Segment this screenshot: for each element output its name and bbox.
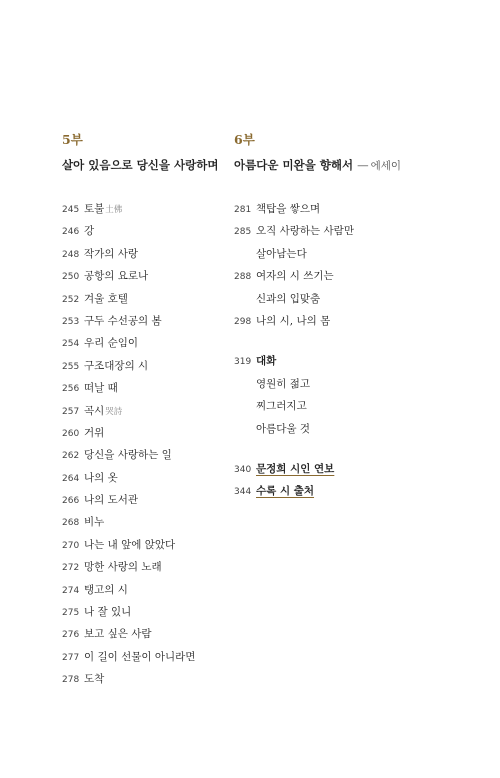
toc-entry	[62, 265, 232, 287]
entry-title: 작가의 사랑	[84, 247, 139, 260]
toc-entry	[62, 467, 232, 489]
appendix-title: 문정희 시인 연보	[256, 462, 335, 475]
toc-entry	[62, 198, 232, 220]
entry-title: 탱고의 시	[84, 583, 128, 596]
dialogue-section-title: 대화	[256, 355, 277, 368]
entry-title: 강	[84, 225, 95, 238]
page-number: 319	[234, 357, 252, 368]
toc-entry	[62, 400, 232, 422]
toc-entry	[234, 458, 464, 480]
part-6-title-line	[234, 157, 464, 173]
page-number: 276	[62, 630, 80, 641]
appendix-title: 수록 시 출처	[256, 485, 315, 498]
toc-entry-continuation	[234, 395, 464, 417]
entry-title: 구두 수선공의 봄	[84, 314, 162, 327]
toc-entry	[62, 220, 232, 242]
toc-entry-continuation	[234, 373, 464, 395]
page-number: 285	[234, 227, 252, 238]
toc-entry	[62, 579, 232, 601]
entry-title: 공항의 요로나	[84, 270, 149, 283]
toc-entry	[62, 288, 232, 310]
toc-entry	[234, 480, 464, 502]
page-number: 255	[62, 361, 80, 372]
toc-entry	[62, 444, 232, 466]
entry-title: 겨울 호텔	[84, 292, 128, 305]
toc-entry	[62, 243, 232, 265]
part-5-title: 살아 있음으로 당신을 사랑하며	[62, 158, 219, 172]
entry-title: 아름다울 것	[256, 422, 311, 435]
hanja-annotation: 土佛	[105, 205, 123, 215]
toc-entry	[62, 534, 232, 556]
page-number: 340	[234, 464, 252, 475]
page-number: 252	[62, 294, 80, 305]
entry-title: 우리 순임이	[84, 337, 139, 350]
page-number: 277	[62, 652, 80, 663]
toc-entry	[62, 601, 232, 623]
toc-entry	[234, 220, 464, 242]
entry-title: 찌그러지고	[256, 400, 307, 413]
entry-title: 이 길이 선물이 아니라면	[84, 650, 196, 663]
entry-title: 신과의 입맞춤	[256, 292, 321, 305]
entry-title: 곡시	[84, 404, 105, 417]
toc-entry-continuation	[234, 418, 464, 440]
entry-title: 나 잘 있니	[84, 606, 132, 619]
entry-title: 오직 사랑하는 사람만	[256, 225, 354, 238]
entry-title: 토불	[84, 203, 105, 215]
part-5-number: 5부	[62, 132, 83, 147]
toc-entry	[62, 355, 232, 377]
entry-title: 나의 옷	[84, 471, 118, 484]
toc-entry	[62, 310, 232, 332]
entry-title: 영원히 젊고	[256, 377, 311, 390]
page-number: 257	[62, 406, 80, 417]
entry-title: 나의 시, 나의 몸	[256, 314, 331, 327]
toc-entry	[234, 198, 464, 220]
entry-title: 구조대장의 시	[84, 359, 149, 372]
part-6-subtitle: 에세이	[370, 160, 402, 172]
page-number: 298	[234, 316, 252, 327]
toc-entry	[62, 623, 232, 645]
entry-title: 거위	[84, 426, 105, 439]
entry-title: 당신을 사랑하는 일	[84, 449, 172, 462]
toc-entry	[62, 556, 232, 578]
section-gap	[234, 440, 464, 458]
entry-title: 떠날 때	[84, 382, 118, 395]
toc-entry	[62, 377, 232, 399]
page-number: 246	[62, 227, 80, 238]
page-number: 268	[62, 518, 80, 529]
page-number: 288	[234, 272, 252, 283]
entry-title: 비누	[84, 516, 105, 529]
entry-title: 보고 싶은 사람	[84, 628, 152, 641]
toc-entry	[62, 668, 232, 690]
page-number: 253	[62, 316, 80, 327]
page-number: 270	[62, 540, 80, 551]
page-number: 272	[62, 563, 80, 574]
part-6-title: 아름다운 미완을 향해서	[234, 158, 354, 172]
page-number: 250	[62, 272, 80, 283]
toc-entry-continuation	[234, 243, 464, 265]
hanja-annotation: 哭詩	[105, 406, 123, 417]
page-number: 264	[62, 473, 80, 484]
page-number: 245	[62, 205, 80, 215]
toc-entry	[62, 422, 232, 444]
page-number: 262	[62, 451, 80, 462]
entry-title: 여자의 시 쓰기는	[256, 270, 334, 283]
page-number: 344	[234, 487, 252, 498]
toc-entry	[62, 489, 232, 511]
entry-title: 나의 도서관	[84, 494, 139, 507]
page-number: 256	[62, 384, 80, 395]
entry-title: 나는 내 앞에 앉았다	[84, 538, 176, 551]
toc-entry	[234, 265, 464, 287]
page-number: 254	[62, 339, 80, 350]
toc-entry	[62, 646, 232, 668]
entry-title: 도착	[84, 673, 105, 686]
part-5-entry-list	[62, 198, 232, 691]
toc-entry-continuation	[234, 288, 464, 310]
toc-entry	[234, 350, 464, 372]
part-5-column	[62, 132, 232, 691]
entry-title: 살아남는다	[256, 247, 307, 260]
page-number: 281	[234, 205, 252, 215]
page-number: 274	[62, 585, 80, 596]
toc-entry	[62, 332, 232, 354]
section-gap	[234, 332, 464, 350]
part-6-column	[234, 132, 464, 503]
part-6-entry-list	[234, 198, 464, 503]
part-6-number: 6부	[234, 132, 255, 147]
entry-title: 책탑을 쌓으며	[256, 203, 321, 215]
page-number: 266	[62, 496, 80, 507]
toc-entry	[234, 310, 464, 332]
page-number: 275	[62, 608, 80, 619]
toc-entry	[62, 511, 232, 533]
page-number: 278	[62, 675, 80, 686]
entry-title: 망한 사랑의 노래	[84, 561, 162, 574]
page-number: 260	[62, 428, 80, 439]
title-separator: —	[357, 158, 369, 172]
page-number: 248	[62, 249, 80, 260]
